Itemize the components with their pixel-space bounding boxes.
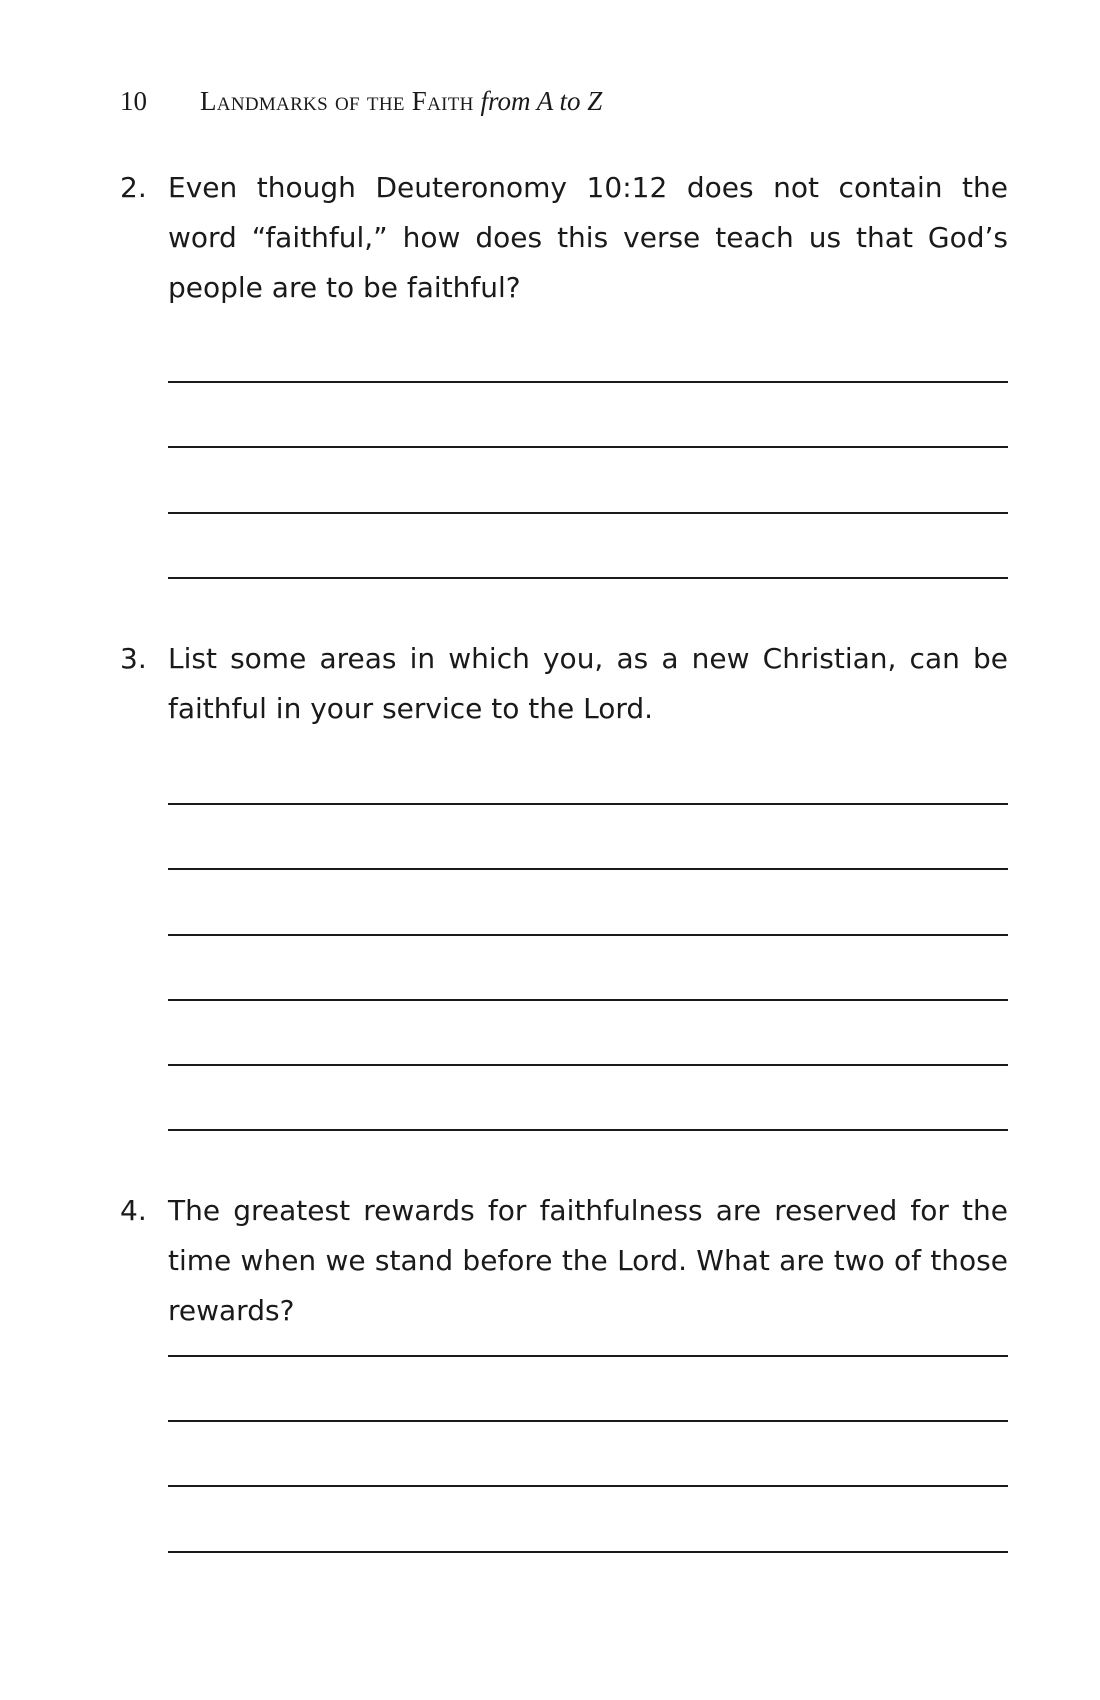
page-number: 10 bbox=[120, 86, 147, 116]
answer-line[interactable] bbox=[168, 803, 1008, 805]
answer-line[interactable] bbox=[168, 381, 1008, 383]
answer-line[interactable] bbox=[168, 1420, 1008, 1422]
question-2 bbox=[120, 163, 1008, 313]
answer-line[interactable] bbox=[168, 446, 1008, 448]
question-text: Even though Deuteronomy 10:12 does not contain the word “faithful,” how does this verse teach us that God’s people are to be faithful? bbox=[168, 171, 1008, 304]
question-number: 4. bbox=[120, 1194, 147, 1227]
running-head bbox=[120, 86, 602, 117]
answer-line[interactable] bbox=[168, 868, 1008, 870]
question-number: 2. bbox=[120, 171, 147, 204]
question-4 bbox=[120, 1186, 1008, 1336]
answer-line[interactable] bbox=[168, 1485, 1008, 1487]
book-subtitle: from A to Z bbox=[480, 86, 603, 116]
answer-line[interactable] bbox=[168, 1355, 1008, 1357]
answer-line[interactable] bbox=[168, 1064, 1008, 1066]
answer-line[interactable] bbox=[168, 999, 1008, 1001]
question-text: The greatest rewards for faithfulness are reserved for the time when we stand before the Lord. What are two of those rewards? bbox=[168, 1194, 1008, 1327]
answer-line[interactable] bbox=[168, 934, 1008, 936]
question-3 bbox=[120, 634, 1008, 734]
answer-line[interactable] bbox=[168, 1551, 1008, 1553]
question-number: 3. bbox=[120, 642, 147, 675]
answer-line[interactable] bbox=[168, 1129, 1008, 1131]
book-title: Landmarks of the Faith bbox=[200, 86, 474, 116]
question-text: List some areas in which you, as a new Christian, can be faithful in your service to the Lord. bbox=[168, 642, 1008, 725]
answer-line[interactable] bbox=[168, 512, 1008, 514]
answer-line[interactable] bbox=[168, 577, 1008, 579]
